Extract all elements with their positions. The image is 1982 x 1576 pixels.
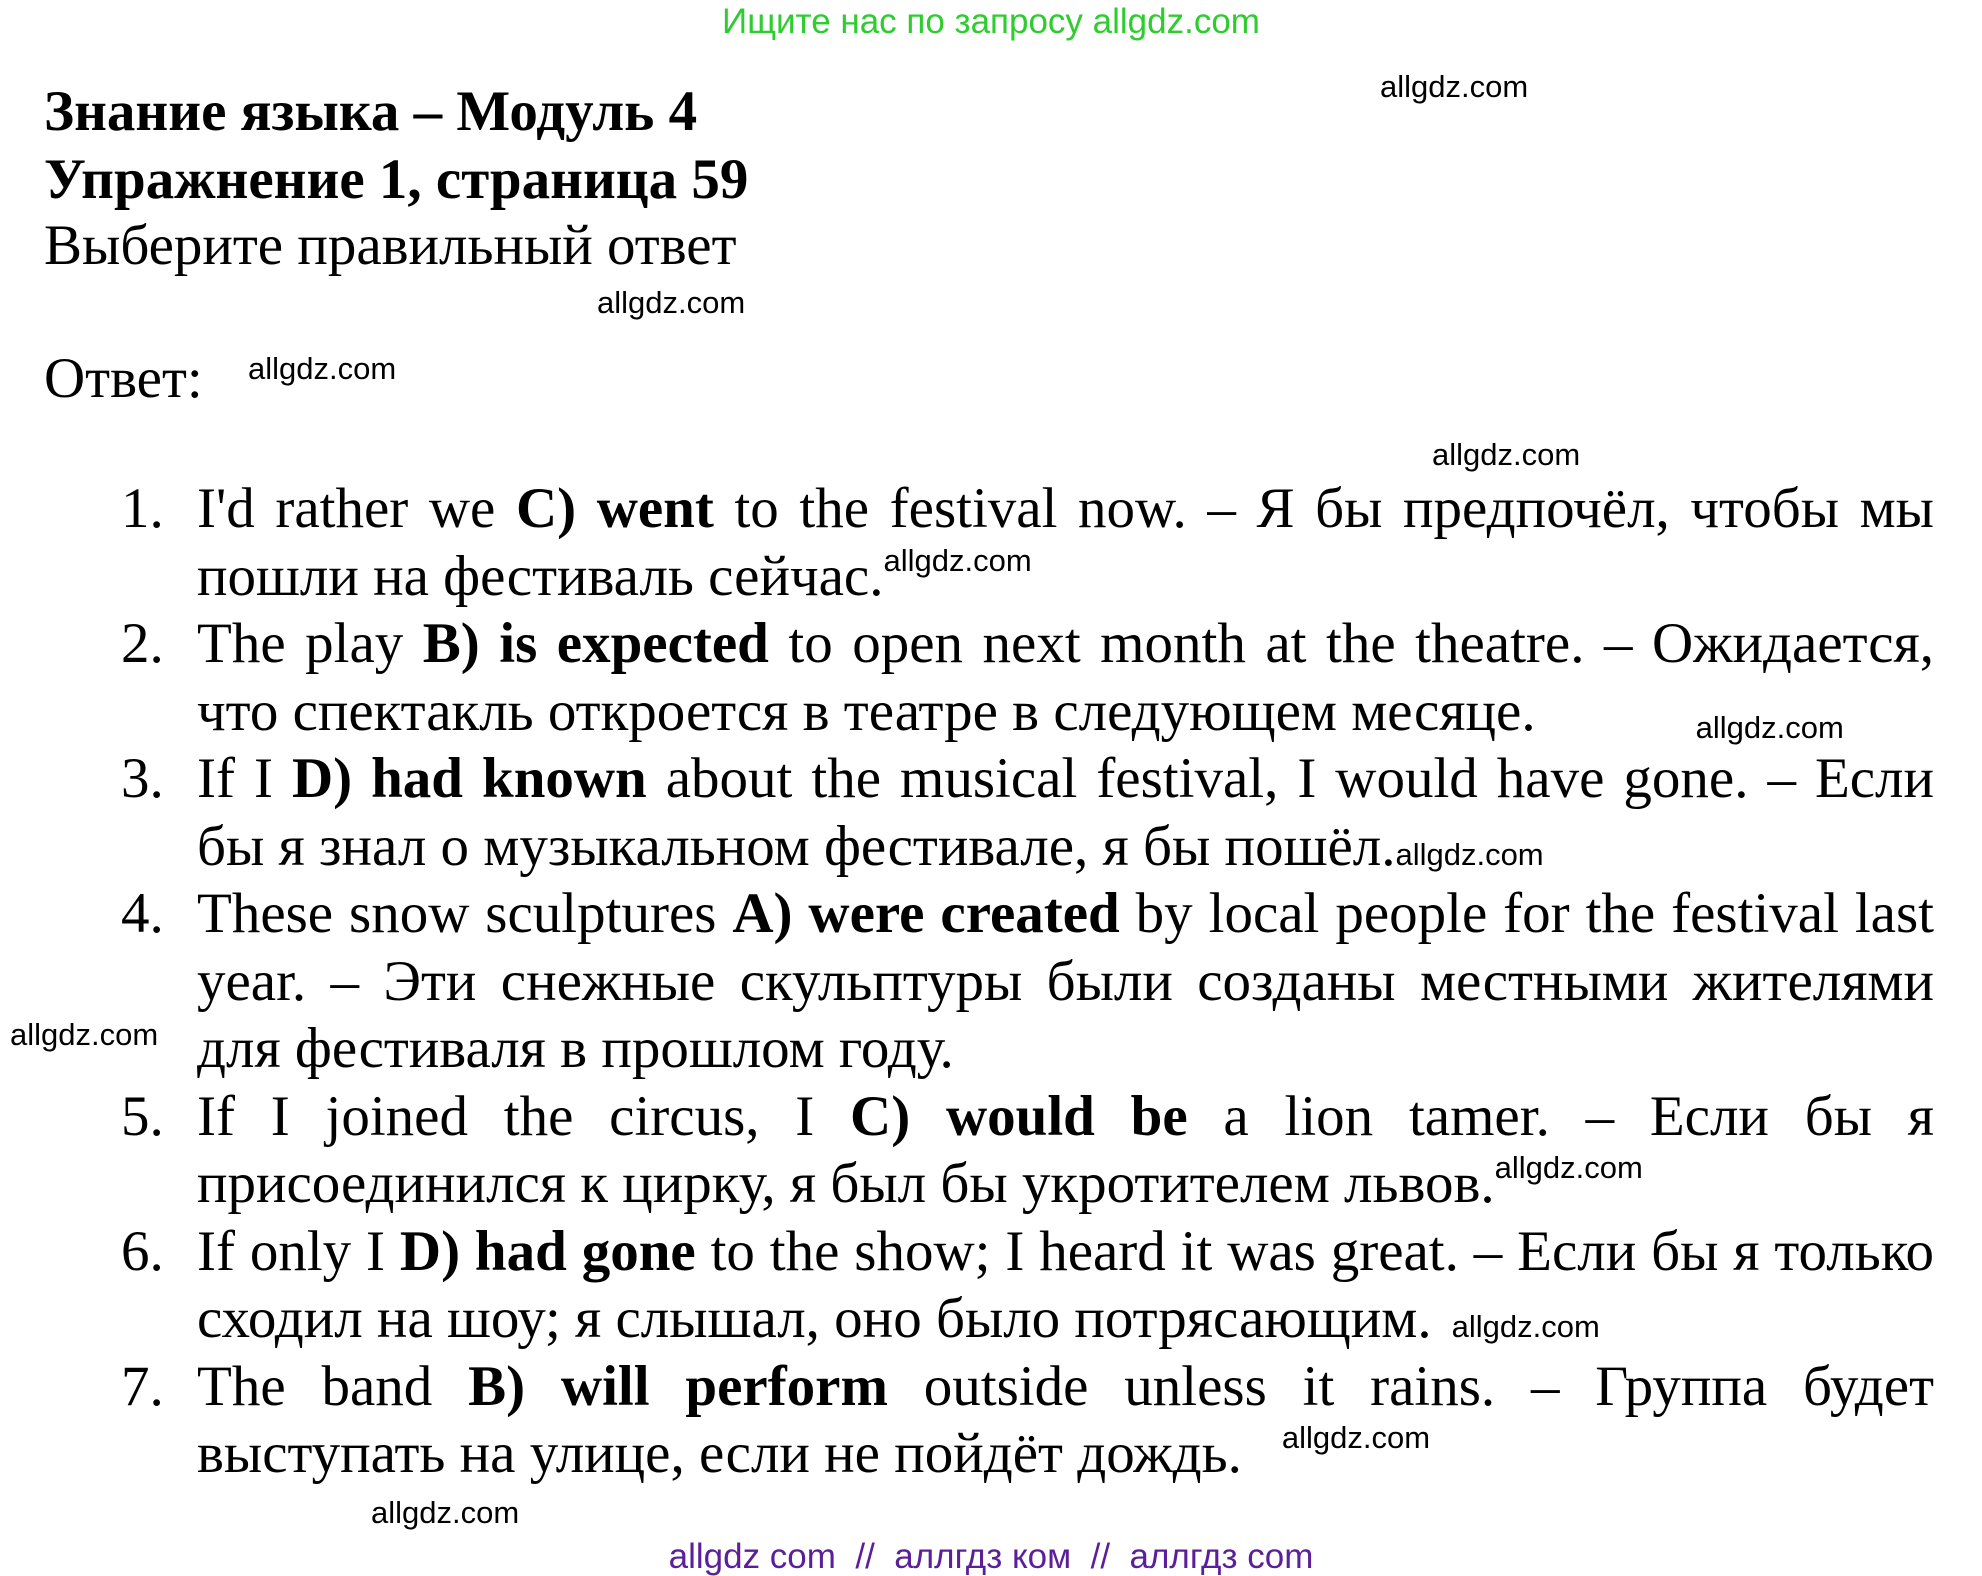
item-answer: B) will perform: [468, 1354, 888, 1418]
item-text: a lion tamer. – Если бы я присоединился к цирку, я был бы укротителем львов.: [197, 1084, 1934, 1215]
top-banner: Ищите нас по запросу allgdz.com: [722, 2, 1260, 41]
item-text: to the festival now. – Я бы предпочёл, чтобы мы пошли на фестиваль сейчас.: [197, 477, 1934, 608]
item-text: These snow sculptures: [197, 882, 733, 945]
watermark: allgdz.com: [371, 1495, 520, 1530]
item-answer: C) went: [515, 477, 714, 540]
answer-label: Ответ:: [44, 347, 203, 410]
item-number: 1.: [121, 477, 164, 540]
item-number: 4.: [121, 882, 164, 945]
watermark: allgdz.com: [597, 285, 746, 320]
watermark: allgdz.com: [1380, 69, 1529, 104]
item-text: to the show; I heard it was great. – Если бы я только сходил на шоу; я слышал, оно было потрясающим.: [197, 1219, 1934, 1350]
item-text: I'd rather we: [197, 477, 516, 540]
watermark: allgdz.com: [883, 542, 1032, 578]
item-number: 2.: [121, 612, 164, 675]
item-number: 3.: [121, 747, 164, 810]
item-text: outside unless it rains. – Группа будет выступать на улице, если не пойдёт дождь.: [197, 1354, 1935, 1485]
item-answer: A) were created: [732, 882, 1120, 945]
item-text: The play: [197, 612, 423, 675]
item-text: to open next month at the theatre. – Ожидается, что спектакль откроется в театре в следующем месяце.: [197, 612, 1934, 743]
item-text: If I: [197, 747, 292, 810]
item-number: 6.: [121, 1219, 164, 1283]
instruction: Выберите правильный ответ: [44, 214, 737, 277]
list-item: [0, 610, 1934, 745]
footer-links: allgdz com // аллгдз ком // аллгдз com: [668, 1537, 1314, 1576]
item-answer: D) had gone: [399, 1219, 696, 1283]
watermark: allgdz.com: [1432, 437, 1581, 472]
item-text: If I joined the circus, I: [197, 1084, 851, 1148]
watermark: allgdz.com: [10, 1017, 159, 1052]
list-item: [0, 475, 1934, 610]
watermark: allgdz.com: [248, 351, 397, 386]
watermark: allgdz.com: [1451, 1309, 1600, 1344]
exercise-title: Упражнение 1, страница 59: [44, 148, 749, 211]
item-text: The band: [197, 1354, 469, 1418]
list-item: [0, 1353, 1934, 1488]
list-item: [0, 1083, 1934, 1218]
page-title: Знание языка – Модуль 4: [44, 80, 698, 143]
item-answer: D) had known: [291, 747, 647, 810]
watermark: allgdz.com: [1395, 836, 1544, 872]
list-item: [0, 1218, 1934, 1353]
item-answer: B) is expected: [422, 612, 769, 675]
item-text: about the musical festival, I would have gone. – Если бы я знал о музыкальном фестивале, я бы пошёл.: [197, 747, 1935, 878]
list-item: [0, 745, 1934, 880]
item-answer: C) would be: [850, 1084, 1188, 1148]
item-number: 7.: [121, 1354, 164, 1418]
list-item: [0, 880, 1934, 1083]
item-text: by local people for the festival last year. – Эти снежные скульптуры были созданы местными жителями для фестиваля в прошлом году.: [197, 882, 1934, 1080]
answers-list: [0, 475, 1934, 1488]
watermark: allgdz.com: [1281, 1420, 1431, 1455]
item-text: If only I: [197, 1219, 400, 1283]
item-number: 5.: [121, 1084, 164, 1148]
watermark: allgdz.com: [1494, 1150, 1643, 1185]
watermark: allgdz.com: [1695, 709, 1844, 745]
